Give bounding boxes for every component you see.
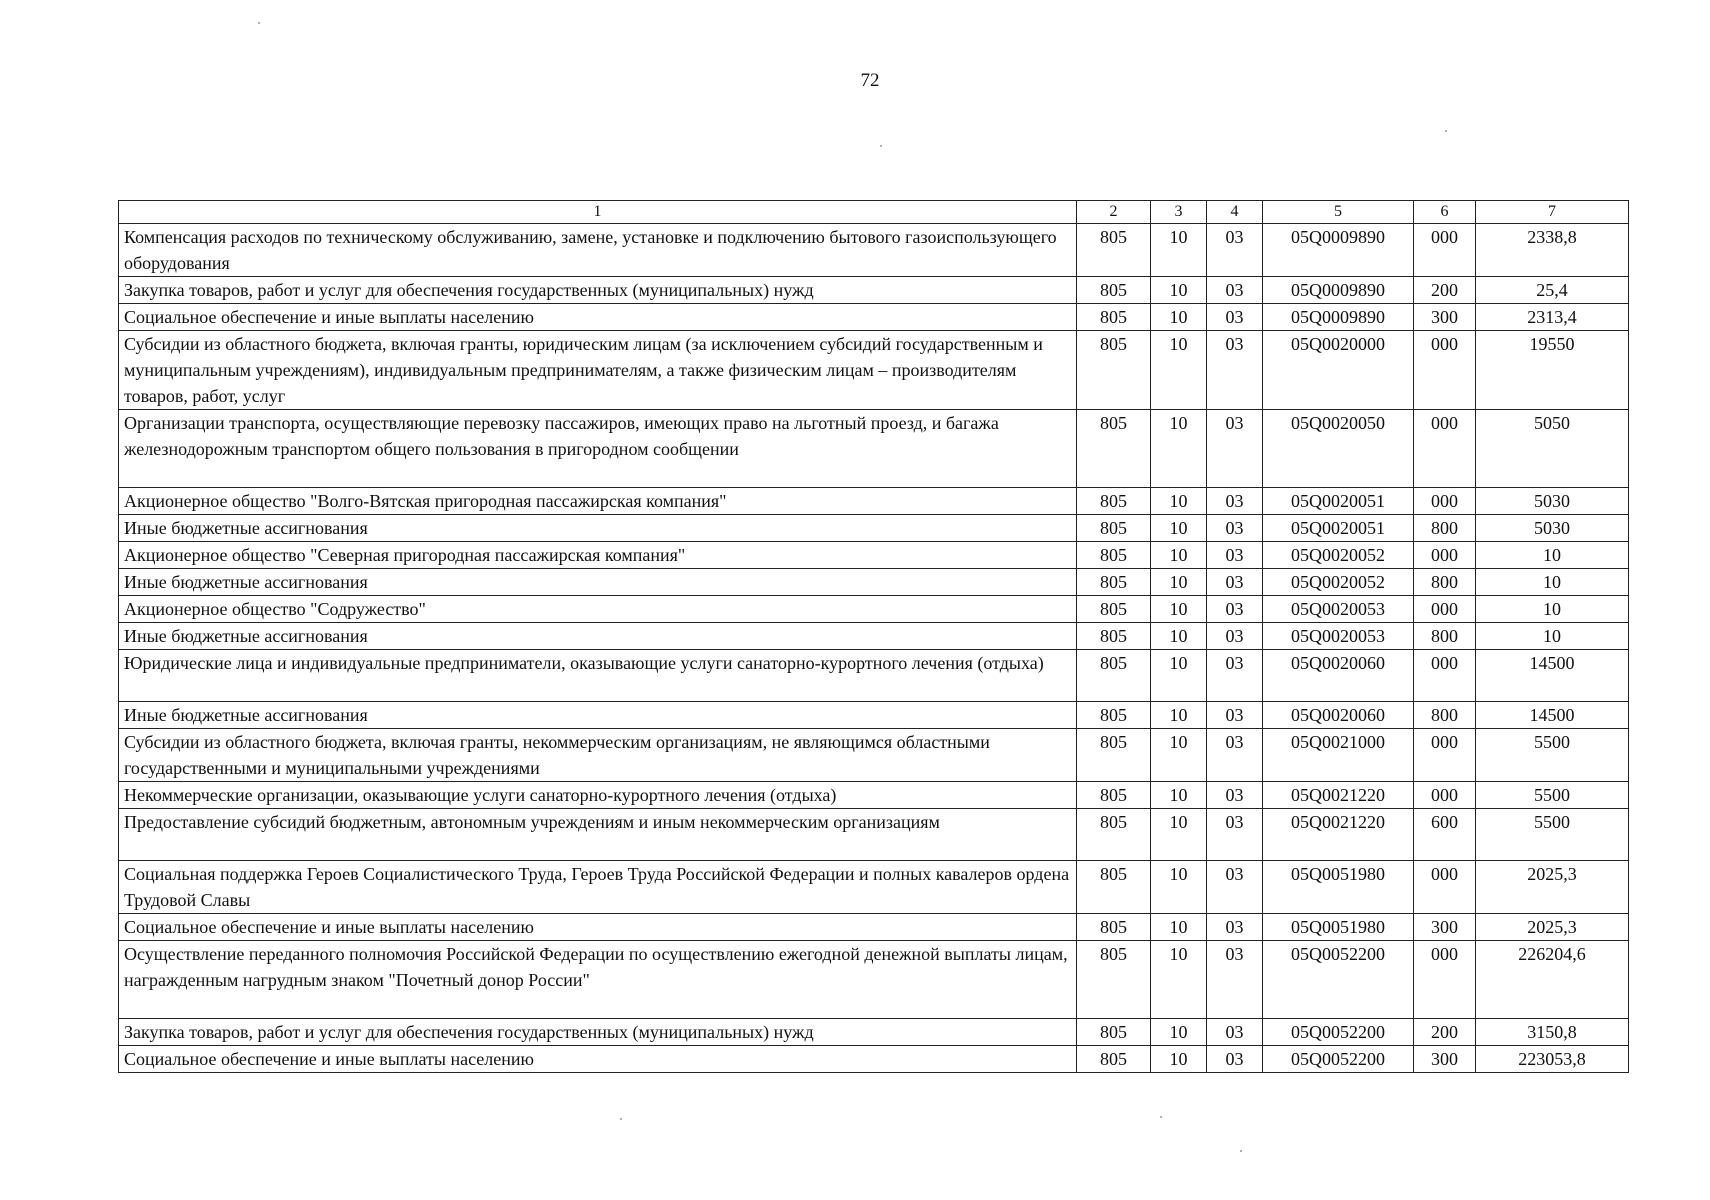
page-number: 72	[860, 70, 880, 91]
row-c5: 05Q0009890	[1263, 277, 1414, 304]
row-c5: 05Q0009890	[1263, 304, 1414, 331]
row-c2: 805	[1077, 224, 1151, 277]
row-c2: 805	[1077, 410, 1151, 488]
row-c7: 2313,4	[1476, 304, 1629, 331]
row-c7: 2338,8	[1476, 224, 1629, 277]
row-c6: 000	[1414, 782, 1476, 809]
row-c2: 805	[1077, 650, 1151, 702]
table-row	[119, 488, 1629, 515]
row-c7: 2025,3	[1476, 861, 1629, 914]
row-c5: 05Q0021220	[1263, 809, 1414, 861]
row-c2: 805	[1077, 1046, 1151, 1073]
row-c6: 200	[1414, 1019, 1476, 1046]
row-description: Некоммерческие организации, оказывающие услуги санаторно-курортного лечения (отдыха)	[119, 782, 1077, 809]
row-c6: 000	[1414, 410, 1476, 488]
row-c4: 03	[1207, 1046, 1263, 1073]
table-row	[119, 650, 1629, 702]
row-c5: 05Q0020051	[1263, 515, 1414, 542]
row-c3: 10	[1151, 277, 1207, 304]
row-c3: 10	[1151, 331, 1207, 410]
row-description: Акционерное общество "Содружество"	[119, 596, 1077, 623]
row-description: Социальное обеспечение и иные выплаты населению	[119, 304, 1077, 331]
row-c4: 03	[1207, 941, 1263, 1019]
scan-speck	[880, 145, 882, 147]
row-c6: 800	[1414, 515, 1476, 542]
budget-table	[118, 200, 1629, 1073]
row-c5: 05Q0020060	[1263, 702, 1414, 729]
row-c6: 800	[1414, 702, 1476, 729]
row-c6: 200	[1414, 277, 1476, 304]
scan-speck	[258, 22, 260, 24]
row-c7: 2025,3	[1476, 914, 1629, 941]
row-c5: 05Q0020051	[1263, 488, 1414, 515]
row-description: Закупка товаров, работ и услуг для обеспечения государственных (муниципальных) нужд	[119, 277, 1077, 304]
row-c2: 805	[1077, 488, 1151, 515]
table-row	[119, 596, 1629, 623]
row-c2: 805	[1077, 304, 1151, 331]
row-c3: 10	[1151, 914, 1207, 941]
row-description: Юридические лица и индивидуальные предприниматели, оказывающие услуги санаторно-курортного лечения (отдыха)	[119, 650, 1077, 702]
table-row	[119, 809, 1629, 861]
row-c6: 000	[1414, 650, 1476, 702]
row-c4: 03	[1207, 596, 1263, 623]
row-c4: 03	[1207, 488, 1263, 515]
row-c5: 05Q0051980	[1263, 914, 1414, 941]
table-row	[119, 702, 1629, 729]
row-c2: 805	[1077, 569, 1151, 596]
header-cell-2: 2	[1077, 201, 1151, 224]
row-c2: 805	[1077, 1019, 1151, 1046]
header-cell-5: 5	[1263, 201, 1414, 224]
row-c5: 05Q0051980	[1263, 861, 1414, 914]
row-c6: 000	[1414, 224, 1476, 277]
row-c7: 5050	[1476, 410, 1629, 488]
row-c2: 805	[1077, 623, 1151, 650]
row-c4: 03	[1207, 1019, 1263, 1046]
row-c7: 5500	[1476, 809, 1629, 861]
row-c4: 03	[1207, 515, 1263, 542]
row-description: Социальная поддержка Героев Социалистического Труда, Героев Труда Российской Федерации и полных кавалеров ордена Трудовой Славы	[119, 861, 1077, 914]
header-cell-3: 3	[1151, 201, 1207, 224]
row-c6: 600	[1414, 809, 1476, 861]
row-c6: 000	[1414, 596, 1476, 623]
row-c4: 03	[1207, 809, 1263, 861]
row-c2: 805	[1077, 729, 1151, 782]
row-c6: 300	[1414, 914, 1476, 941]
row-c6: 300	[1414, 1046, 1476, 1073]
row-c3: 10	[1151, 542, 1207, 569]
row-c3: 10	[1151, 861, 1207, 914]
row-c3: 10	[1151, 1046, 1207, 1073]
row-c6: 000	[1414, 729, 1476, 782]
row-description: Акционерное общество "Северная пригородная пассажирская компания"	[119, 542, 1077, 569]
row-c5: 05Q0021000	[1263, 729, 1414, 782]
row-c3: 10	[1151, 1019, 1207, 1046]
row-c2: 805	[1077, 515, 1151, 542]
table-row	[119, 224, 1629, 277]
row-description: Организации транспорта, осуществляющие перевозку пассажиров, имеющих право на льготный проезд, и багажа железнодорожным транспортом общего пользования в пригородном сообщении	[119, 410, 1077, 488]
row-c3: 10	[1151, 729, 1207, 782]
row-c2: 805	[1077, 596, 1151, 623]
row-c2: 805	[1077, 702, 1151, 729]
table-row	[119, 277, 1629, 304]
scan-speck	[1240, 1150, 1242, 1152]
table-row	[119, 623, 1629, 650]
row-description: Компенсация расходов по техническому обслуживанию, замене, установке и подключению бытового газоиспользующего оборудования	[119, 224, 1077, 277]
row-c4: 03	[1207, 623, 1263, 650]
scan-speck	[620, 1118, 622, 1120]
table-row	[119, 304, 1629, 331]
row-c4: 03	[1207, 331, 1263, 410]
row-c7: 223053,8	[1476, 1046, 1629, 1073]
row-c3: 10	[1151, 304, 1207, 331]
row-description: Субсидии из областного бюджета, включая гранты, некоммерческим организациям, не являющимся областными государственными и муниципальными учреждениями	[119, 729, 1077, 782]
table-row	[119, 861, 1629, 914]
row-c7: 10	[1476, 542, 1629, 569]
header-cell-6: 6	[1414, 201, 1476, 224]
row-c4: 03	[1207, 542, 1263, 569]
table-row	[119, 331, 1629, 410]
row-c4: 03	[1207, 569, 1263, 596]
row-c4: 03	[1207, 702, 1263, 729]
row-c4: 03	[1207, 224, 1263, 277]
row-c6: 000	[1414, 861, 1476, 914]
header-cell-4: 4	[1207, 201, 1263, 224]
row-c7: 10	[1476, 569, 1629, 596]
table-row	[119, 914, 1629, 941]
row-c7: 5030	[1476, 515, 1629, 542]
row-c4: 03	[1207, 729, 1263, 782]
row-c5: 05Q0020000	[1263, 331, 1414, 410]
row-description: Иные бюджетные ассигнования	[119, 515, 1077, 542]
table-header-row	[119, 201, 1629, 224]
row-description: Социальное обеспечение и иные выплаты населению	[119, 1046, 1077, 1073]
row-c3: 10	[1151, 410, 1207, 488]
row-c3: 10	[1151, 941, 1207, 1019]
row-c2: 805	[1077, 861, 1151, 914]
row-description: Иные бюджетные ассигнования	[119, 623, 1077, 650]
row-c6: 000	[1414, 331, 1476, 410]
row-c4: 03	[1207, 782, 1263, 809]
table-row	[119, 542, 1629, 569]
row-c6: 000	[1414, 542, 1476, 569]
table-row	[119, 1046, 1629, 1073]
row-c3: 10	[1151, 650, 1207, 702]
table-row	[119, 410, 1629, 488]
row-c4: 03	[1207, 304, 1263, 331]
table-row	[119, 515, 1629, 542]
row-c4: 03	[1207, 650, 1263, 702]
row-c6: 000	[1414, 941, 1476, 1019]
scan-speck	[1160, 1116, 1162, 1118]
row-c5: 05Q0020060	[1263, 650, 1414, 702]
header-cell-1: 1	[119, 201, 1077, 224]
row-c3: 10	[1151, 809, 1207, 861]
row-c5: 05Q0020050	[1263, 410, 1414, 488]
row-c3: 10	[1151, 515, 1207, 542]
row-c2: 805	[1077, 914, 1151, 941]
row-c3: 10	[1151, 596, 1207, 623]
scan-speck	[1445, 130, 1447, 132]
row-c5: 05Q0009890	[1263, 224, 1414, 277]
row-c3: 10	[1151, 488, 1207, 515]
row-c5: 05Q0052200	[1263, 1046, 1414, 1073]
row-c7: 3150,8	[1476, 1019, 1629, 1046]
row-c3: 10	[1151, 702, 1207, 729]
row-c7: 5500	[1476, 782, 1629, 809]
row-c4: 03	[1207, 914, 1263, 941]
row-c4: 03	[1207, 861, 1263, 914]
row-c3: 10	[1151, 224, 1207, 277]
row-c6: 800	[1414, 569, 1476, 596]
row-description: Субсидии из областного бюджета, включая гранты, юридическим лицам (за исключением субсидий государственным и муниципальным учреждениям), индивидуальным предпринимателям, а также физическим лицам – производителям товаров, работ, услуг	[119, 331, 1077, 410]
row-c7: 10	[1476, 623, 1629, 650]
row-c2: 805	[1077, 941, 1151, 1019]
row-c2: 805	[1077, 331, 1151, 410]
row-c3: 10	[1151, 569, 1207, 596]
row-c5: 05Q0052200	[1263, 941, 1414, 1019]
row-c4: 03	[1207, 410, 1263, 488]
row-c7: 5500	[1476, 729, 1629, 782]
row-c6: 000	[1414, 488, 1476, 515]
row-description: Предоставление субсидий бюджетным, автономным учреждениям и иным некоммерческим организациям	[119, 809, 1077, 861]
row-description: Осуществление переданного полномочия Российской Федерации по осуществлению ежегодной денежной выплаты лицам, награжденным нагрудным знаком "Почетный донор России"	[119, 941, 1077, 1019]
row-c5: 05Q0020052	[1263, 569, 1414, 596]
table-row	[119, 941, 1629, 1019]
row-c2: 805	[1077, 277, 1151, 304]
row-c5: 05Q0021220	[1263, 782, 1414, 809]
row-c2: 805	[1077, 809, 1151, 861]
header-cell-7: 7	[1476, 201, 1629, 224]
row-description: Иные бюджетные ассигнования	[119, 569, 1077, 596]
row-c7: 226204,6	[1476, 941, 1629, 1019]
table-row	[119, 782, 1629, 809]
table-row	[119, 1019, 1629, 1046]
row-c3: 10	[1151, 782, 1207, 809]
row-c5: 05Q0052200	[1263, 1019, 1414, 1046]
row-description: Акционерное общество "Волго-Вятская пригородная пассажирская компания"	[119, 488, 1077, 515]
table-row	[119, 569, 1629, 596]
row-description: Закупка товаров, работ и услуг для обеспечения государственных (муниципальных) нужд	[119, 1019, 1077, 1046]
row-c5: 05Q0020053	[1263, 596, 1414, 623]
row-c3: 10	[1151, 623, 1207, 650]
row-c7: 25,4	[1476, 277, 1629, 304]
row-c7: 10	[1476, 596, 1629, 623]
row-c4: 03	[1207, 277, 1263, 304]
row-description: Иные бюджетные ассигнования	[119, 702, 1077, 729]
row-c2: 805	[1077, 782, 1151, 809]
row-c5: 05Q0020052	[1263, 542, 1414, 569]
table-row	[119, 729, 1629, 782]
row-c2: 805	[1077, 542, 1151, 569]
row-c7: 5030	[1476, 488, 1629, 515]
row-c7: 14500	[1476, 650, 1629, 702]
row-c6: 800	[1414, 623, 1476, 650]
row-c6: 300	[1414, 304, 1476, 331]
row-c5: 05Q0020053	[1263, 623, 1414, 650]
row-description: Социальное обеспечение и иные выплаты населению	[119, 914, 1077, 941]
row-c7: 14500	[1476, 702, 1629, 729]
row-c7: 19550	[1476, 331, 1629, 410]
